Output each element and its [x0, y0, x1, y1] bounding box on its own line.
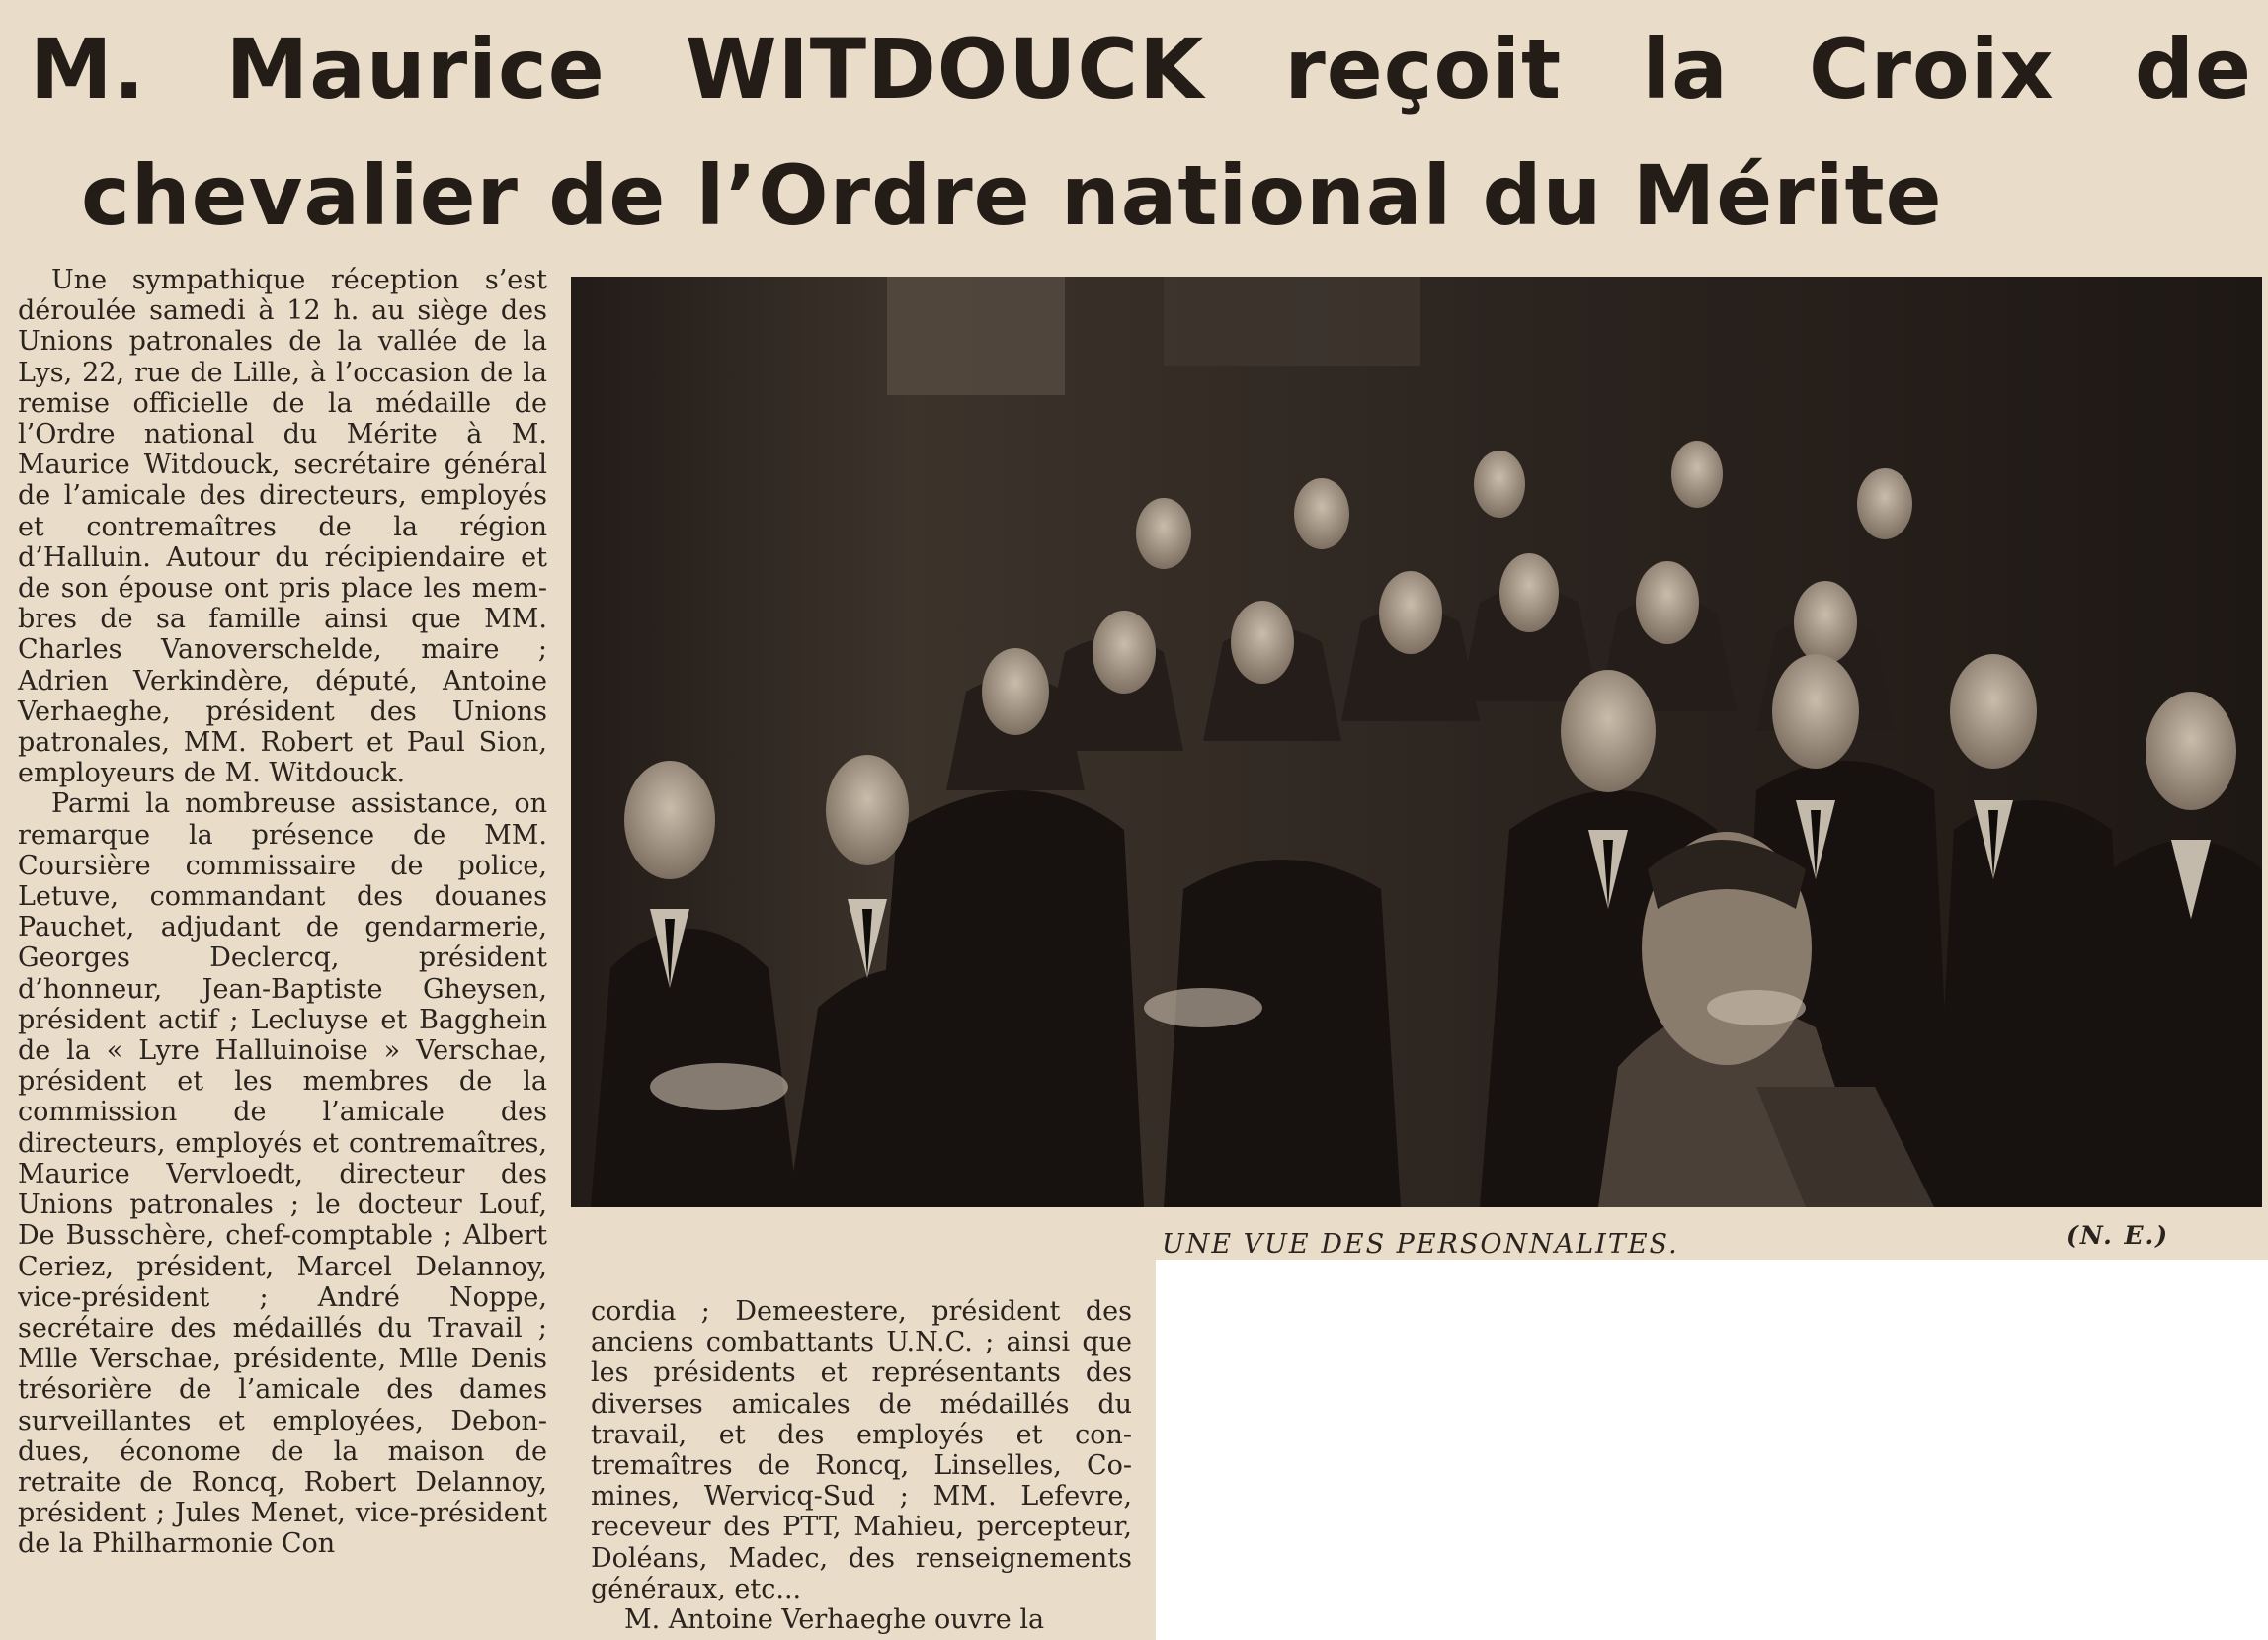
headline	[30, 6, 2252, 259]
photo-caption: UNE VUE DES PERSONNALITES.	[1162, 1229, 1679, 1260]
photo-credit: (N. E.)	[2066, 1221, 2170, 1250]
headline-line-2: chevalier de l’Ordre national du Mérite	[81, 147, 1943, 244]
article-column-middle	[591, 1296, 1132, 1635]
headline-line-1: M. Maurice WITDOUCK reçoit la Croix de	[30, 21, 2252, 118]
article-paragraph: M. Antoine Verhaeghe ouvre la	[624, 1604, 1045, 1636]
article-paragraph: Parmi la nombreuse assistance, on remarque la présence de MM. Coursière commissaire de police, Letuve, commandant des douanes Pauchet, adjudant de gendarmerie, Georges Declercq, président d’honneur, Jean-Baptiste Gheysen, président actif ; Lecluyse et Bagghein de la « Lyre Halluinoise » Verschae, président et les membres de la commission de l’amicale des directeurs, employés et contremaîtres, Maurice Vervloedt, directeur des Unions patronales ; le docteur Louf, De Busschère, chef-comptable ; Albert Ceriez, président, Marcel Delannoy, vice-président ; André Noppe, secrétaire des médaillés du Travail ; Mlle Verschae, présidente, Mlle Denis trésorière de l’amicale des dames surveillantes et employées, Debondues, économe de la maison de retraite de Roncq, Robert Delannoy, président ; Jules Menet, vice-président de la Philharmonie Con	[18, 788, 547, 1560]
article-paragraph: cordia ; Demeestere, président des anciens combattants U.N.C. ; ainsi que les présidents et représentants des diverses amicales de médaillés du travail, et des employés et contremaîtres de Roncq, Linselles, Comines, Wervicq-Sud ; MM. Lefevre, receveur des PTT, Mahieu, percepteur, Doléans, Madec, des renseignements généraux, etc...	[591, 1296, 1132, 1604]
press-photo	[571, 277, 2262, 1207]
blank-area	[1156, 1260, 2268, 1640]
article-paragraph: Une sympathique réception s’est déroulée samedi à 12 h. au siège des Unions patronales de la vallée de la Lys, 22, rue de Lille, à l’occasion de la remise officielle de la médaille de l’Ordre national du Mérite à M. Maurice Witdouck, secrétaire général de l’amicale des directeurs, employés et contremaîtres de la région d’Halluin. Autour du récipiendaire et de son épouse ont pris place les membres de sa famille ainsi que MM. Charles Vanoverschelde, maire ; Adrien Verkindère, député, Antoine Verhaeghe, président des Unions patronales, MM. Robert et Paul Sion, employeurs de M. Witdouck.	[18, 265, 547, 789]
photo-crowd-illustration	[571, 277, 2262, 1207]
article-column-left	[18, 265, 547, 1560]
